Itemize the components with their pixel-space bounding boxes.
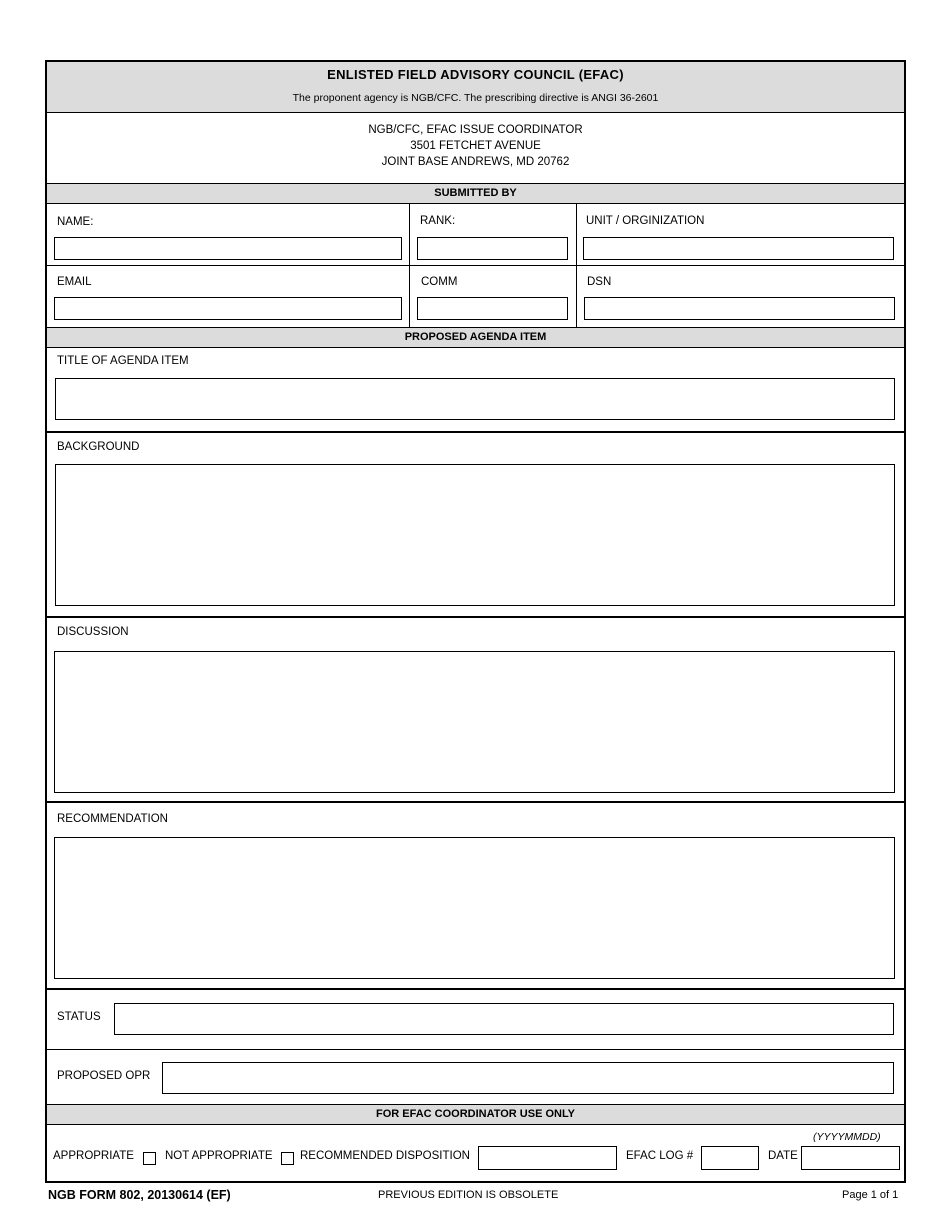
section-divider xyxy=(47,431,904,433)
section-divider xyxy=(47,988,904,990)
divider xyxy=(47,1049,904,1050)
discussion-label: DISCUSSION xyxy=(57,626,129,638)
agenda-title-input[interactable] xyxy=(55,378,895,420)
date-input[interactable] xyxy=(801,1146,900,1170)
email-input[interactable] xyxy=(54,297,402,320)
opr-input[interactable] xyxy=(162,1062,894,1094)
background-textarea[interactable] xyxy=(55,464,895,606)
address-line-2: 3501 FETCHET AVENUE xyxy=(410,140,541,152)
divider xyxy=(47,265,904,266)
date-format-hint: (YYYYMMDD) xyxy=(813,1131,881,1143)
section-divider xyxy=(47,801,904,803)
disposition-label: RECOMMENDED DISPOSITION xyxy=(300,1150,470,1162)
column-divider xyxy=(409,204,410,327)
page-number: Page 1 of 1 xyxy=(842,1189,899,1201)
status-label: STATUS xyxy=(57,1011,101,1023)
not-appropriate-checkbox[interactable] xyxy=(281,1152,294,1165)
name-label: NAME: xyxy=(57,216,94,228)
recommendation-label: RECOMMENDATION xyxy=(57,813,168,825)
not-appropriate-label: NOT APPROPRIATE xyxy=(165,1150,273,1162)
submitted-by-heading: SUBMITTED BY xyxy=(47,183,904,204)
coordinator-heading: FOR EFAC COORDINATOR USE ONLY xyxy=(47,1104,904,1125)
appropriate-checkbox[interactable] xyxy=(143,1152,156,1165)
email-label: EMAIL xyxy=(57,276,92,288)
name-input[interactable] xyxy=(54,237,402,260)
form-title: ENLISTED FIELD ADVISORY COUNCIL (EFAC) xyxy=(327,67,624,82)
agenda-title-label: TITLE OF AGENDA ITEM xyxy=(57,355,189,367)
efac-log-input[interactable] xyxy=(701,1146,759,1170)
date-label: DATE xyxy=(768,1150,798,1162)
unit-label: UNIT / ORGINIZATION xyxy=(586,215,705,227)
form-id: NGB FORM 802, 20130614 (EF) xyxy=(48,1188,231,1202)
address-line-1: NGB/CFC, EFAC ISSUE COORDINATOR xyxy=(368,124,583,136)
agenda-heading: PROPOSED AGENDA ITEM xyxy=(47,327,904,348)
discussion-textarea[interactable] xyxy=(54,651,895,793)
unit-input[interactable] xyxy=(583,237,894,260)
dsn-label: DSN xyxy=(587,276,612,288)
opr-label: PROPOSED OPR xyxy=(57,1070,151,1082)
edition-note: PREVIOUS EDITION IS OBSOLETE xyxy=(378,1189,559,1201)
rank-label: RANK: xyxy=(420,215,456,227)
rank-input[interactable] xyxy=(417,237,568,260)
background-label: BACKGROUND xyxy=(57,441,140,453)
recommendation-textarea[interactable] xyxy=(54,837,895,979)
section-divider xyxy=(47,616,904,618)
comm-label: COMM xyxy=(421,276,458,288)
disposition-input[interactable] xyxy=(478,1146,617,1170)
form-subtitle: The proponent agency is NGB/CFC. The prescribing directive is ANGI 36-2601 xyxy=(292,92,659,104)
column-divider xyxy=(576,204,577,327)
comm-input[interactable] xyxy=(417,297,568,320)
appropriate-label: APPROPRIATE xyxy=(53,1150,134,1162)
status-input[interactable] xyxy=(114,1003,894,1035)
dsn-input[interactable] xyxy=(584,297,895,320)
address-line-3: JOINT BASE ANDREWS, MD 20762 xyxy=(381,156,570,168)
efac-log-label: EFAC LOG # xyxy=(626,1150,694,1162)
